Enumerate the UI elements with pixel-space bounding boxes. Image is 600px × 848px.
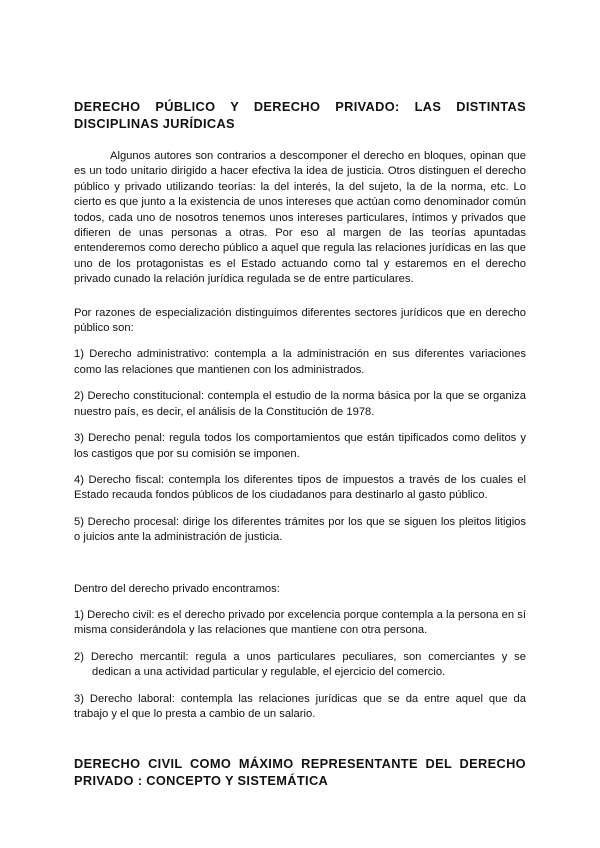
public-law-item-administrative: 1) Derecho administrativo: contempla a la administración en sus diferentes variaciones como las relaciones que mantienen con los administrados. xyxy=(74,348,526,376)
section-heading-civil-law: DERECHO CIVIL COMO MÁXIMO REPRESENTANTE DEL DERECHO PRIVADO : CONCEPTO Y SISTEMÁTICA xyxy=(74,756,526,789)
private-law-intro: Dentro del derecho privado encontramos: xyxy=(74,582,280,595)
public-law-item-constitutional: 2) Derecho constitucional: contempla el estudio de la norma básica por la que se organiza nuestro país, es decir, el análisis de la Constitución de 1978. xyxy=(74,390,526,418)
section-heading-public-private: DERECHO PÚBLICO Y DERECHO PRIVADO: LAS DISTINTAS DISCIPLINAS JURÍDICAS xyxy=(74,99,526,131)
public-law-item-penal: 3) Derecho penal: regula todos los comportamientos que están tipificados como delitos y los castigos que por su comisión se imponen. xyxy=(74,432,526,460)
public-law-item-fiscal: 4) Derecho fiscal: contempla los diferentes tipos de impuestos a través de los cuales el Estado recauda fondos públicos de los ciudadanos para destinarlo al gasto público. xyxy=(74,473,526,502)
page-content xyxy=(74,98,526,789)
public-law-item-procedural: 5) Derecho procesal: dirige los diferentes trámites por los que se siguen los pleitos litigios o juicios ante la administración de justicia. xyxy=(74,515,526,544)
public-law-intro: Por razones de especialización distinguimos diferentes sectores jurídicos que en derecho público son: xyxy=(74,306,526,335)
private-law-item-civil: 1) Derecho civil: es el derecho privado por excelencia porque contempla a la persona en sí misma considerándola y las relaciones que mantiene con otra persona. xyxy=(74,608,526,637)
private-law-item-mercantile: 2) Derecho mercantil: regula a unos particulares peculiares, son comerciantes y se dedican a una actividad particular y regulable, el ejercicio del comercio. xyxy=(74,650,526,679)
intro-paragraph: Algunos autores son contrarios a descomponer el derecho en bloques, opinan que es un todo unitario dirigido a hacer efectiva la idea de justicia. Otros distinguen el derecho público y privado utilizando teorías: la del interés, la del sujeto, la de la norma, etc. Lo cierto es que junto a la existencia de unos intereses que actúan como denominador común todos, cada uno de nosotros tenemos unos intereses particulares, íntimos y privados que difieren de unas personas a otras. Por eso al margen de las teorías apuntadas entenderemos como derecho público a aquel que regula las relaciones jurídicas en las que uno de los protagonistas es el Estado actuando como tal y estaremos en el derecho privado cunado la relación jurídica regulada se de entre particulares. xyxy=(74,150,526,286)
private-law-item-labor: 3) Derecho laboral: contempla las relaciones jurídicas que se da entre aquel que da trabajo y el que lo presta a cambio de un salario. xyxy=(74,692,526,720)
